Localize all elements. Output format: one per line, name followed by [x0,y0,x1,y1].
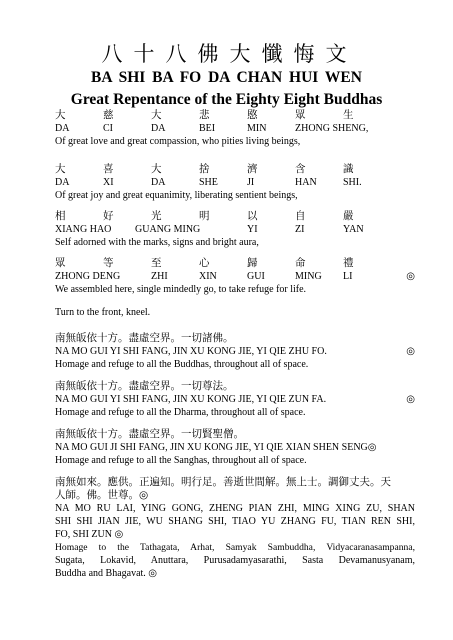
pinyin-word: JI [247,177,255,188]
verse-char: 自 [295,211,306,222]
verse-char: 大 [151,110,162,121]
verse-char: 濟 [247,164,258,175]
verse-char: 光 [151,211,162,222]
pinyin-word: YI [247,224,258,235]
verse-char: 大 [55,110,66,121]
refuge-english: Homage and refuge to all the Dharma, throughout all of space. [55,407,306,418]
refuge-pinyin-text: NA MO GUI YI SHI FANG, JIN XU KONG JIE, YI QIE ZUN FA. [55,394,327,405]
refuge-3 [55,428,415,467]
final-homage [55,476,415,580]
pinyin-word: DA [55,177,70,188]
verse-char: 以 [247,211,258,222]
pinyin-word: BEI [199,123,216,134]
verse-char: 眾 [55,258,66,269]
refuge-marker: ◎ [406,271,415,282]
verse-char: 含 [295,164,306,175]
final-english-line: Sugata, Lokavid, Anuttara, Purusadamyasarathi, Sasta Devamanusyanam, [55,555,415,566]
verse-char: 愍 [247,110,258,121]
verse-char: 大 [55,164,66,175]
verse-char: 至 [151,258,162,269]
verse-char: 悲 [199,110,210,121]
verse-char: 生 [343,110,354,121]
final-chinese-line: 人師。佛。世尊。◎ [55,490,149,501]
refuge-2 [55,380,415,419]
pinyin-word: YAN [343,224,364,235]
pinyin-word: SHE [199,177,218,188]
pinyin-word: CI [103,123,113,134]
verse-chars [55,257,415,270]
pinyin-word: ZHONG SHENG, [295,123,369,134]
pinyin-word: XIN [199,271,217,282]
verse-chars [55,210,415,223]
verse-char: 好 [103,211,114,222]
title-pinyin: BA SHI BA FO DA CHAN HUI WEN [91,69,362,86]
verse-char: 嚴 [343,211,354,222]
pinyin-word: MIN [247,123,267,134]
pinyin-word: GUI [247,271,265,282]
refuge-pinyin-text: NA MO GUI YI SHI FANG, JIN XU KONG JIE, YI QIE ZHU FO. [55,346,327,357]
pinyin-word: LI [343,271,353,282]
verse-char: 喜 [103,164,114,175]
verse-pinyin [55,223,415,236]
verse-pinyin [55,270,415,283]
verse-char: 心 [199,258,210,269]
verse-char: 等 [103,258,114,269]
verse-english: Self adorned with the marks, signs and bright aura, [55,237,259,248]
final-pinyin-line: SHI SHI JIAN JIE, WU SHANG SHI, TIAO YU ZHANG FU, TIAN REN SHI, [55,516,415,527]
final-chinese-line: 南無如來。應供。正遍知。明行足。善逝世間解。無上士。調御丈夫。天 [55,477,391,488]
verse-pinyin [55,176,415,189]
verse-char: 命 [295,258,306,269]
refuge-english: Homage and refuge to all the Buddhas, throughout all of space. [55,359,309,370]
pinyin-word: DA [55,123,70,134]
verse-chars [55,109,415,122]
verse-char: 禮 [343,258,354,269]
pinyin-word: ZI [295,224,305,235]
refuge-pinyin: NA MO GUI JI SHI FANG, JIN XU KONG JIE, YI QIE XIAN SHEN SENG◎ [55,442,377,453]
pinyin-word: XIANG HAO [55,224,112,235]
refuge-chinese: 南無皈依十方。盡虛空界。一切賢聖僧。 [55,429,244,440]
refuge-english: Homage and refuge to all the Sanghas, throughout all of space. [55,455,307,466]
verse-char: 大 [151,164,162,175]
refuge-pinyin [55,393,415,406]
verse-char: 慈 [103,110,114,121]
pinyin-word: ZHONG DENG [55,271,121,282]
final-english-line: Homage to the Tathagata, Arhat, Samyak Sambuddha, Vidyacaranasampanna, [55,542,415,553]
verse-char: 相 [55,211,66,222]
verse-char: 明 [199,211,210,222]
refuge-marker: ◎ [406,346,415,357]
title-english: Great Repentance of the Eighty Eight Buddhas [70,91,383,108]
verse-pinyin [55,122,415,135]
title-chinese: 八十八佛大懺悔文 [101,42,358,66]
pinyin-word: DA [151,123,166,134]
verse-3 [55,210,415,249]
pinyin-word: HAN [295,177,317,188]
pinyin-word: ZHI [151,271,168,282]
verse-char: 眾 [295,110,306,121]
refuge-chinese: 南無皈依十方。盡虛空界。一切諸佛。 [55,333,234,344]
pinyin-word: MING [295,271,322,282]
verse-english: We assembled here, single mindedly go, to take refuge for life. [55,284,307,295]
final-pinyin-line: NA MO RU LAI, YING GONG, ZHENG PIAN ZHI, MING XING ZU, SHAN [55,503,415,514]
verse-4 [55,257,415,296]
verse-char: 歸 [247,258,258,269]
refuge-marker: ◎ [406,394,415,405]
verse-chars [55,163,415,176]
pinyin-word: GUANG MING [135,224,201,235]
verse-english: Of great love and great compassion, who pities living beings, [55,136,301,147]
pinyin-word: XI [103,177,114,188]
refuge-pinyin [55,345,415,358]
final-pinyin-line: FO, SHI ZUN ◎ [55,529,124,540]
verse-english: Of great joy and great equanimity, liberating sentient beings, [55,190,298,201]
final-english-line: Buddha and Bhagavat. ◎ [55,568,158,579]
pinyin-word: SHI. [343,177,362,188]
pinyin-word: DA [151,177,166,188]
verse-2 [55,163,415,202]
refuge-1 [55,332,415,371]
verse-char: 識 [343,164,354,175]
verse-1 [55,109,415,148]
refuge-chinese: 南無皈依十方。盡虛空界。一切尊法。 [55,381,234,392]
verse-char: 捨 [199,164,210,175]
instruction-text: Turn to the front, kneel. [55,307,151,318]
